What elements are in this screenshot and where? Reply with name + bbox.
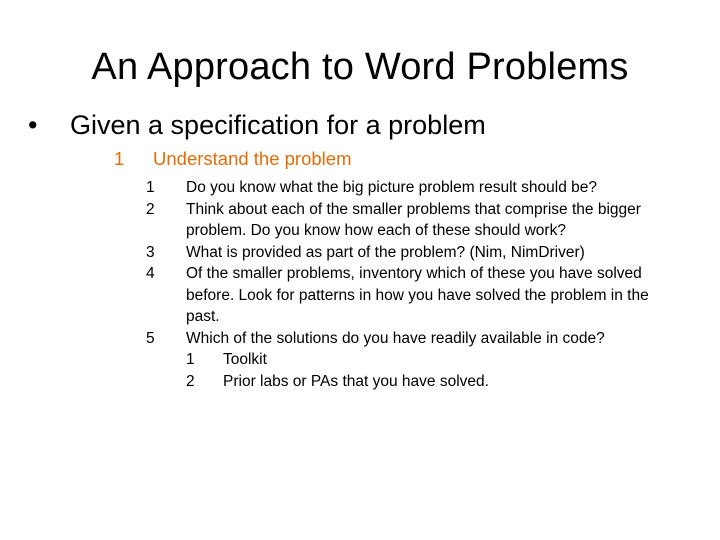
sub-step-text: Prior labs or PAs that you have solved. — [223, 372, 489, 390]
step-number: 3 — [146, 243, 155, 261]
bullet-marker: • — [28, 110, 38, 140]
sub-step-item — [186, 349, 686, 371]
step-text — [186, 328, 686, 393]
step-number: 4 — [146, 265, 155, 282]
step-item — [146, 263, 686, 328]
step-item — [146, 242, 686, 264]
section-number: 1 — [114, 148, 125, 169]
step-list — [146, 177, 686, 392]
step-item — [146, 328, 686, 393]
step-item — [146, 177, 686, 199]
step-text: What is provided as part of the problem? (Nim, NimDriver) — [186, 243, 585, 261]
step-text: Of the smaller problems, inventory which of these you have solved before. Look for patterns in how you have solved the problem in the past. — [186, 265, 649, 325]
sub-step-number: 1 — [186, 351, 195, 368]
sub-step-number: 2 — [186, 372, 195, 390]
step-number: 5 — [146, 329, 155, 347]
step-text: Do you know what the big picture problem result should be? — [186, 179, 597, 196]
step-number: 1 — [146, 179, 155, 196]
bullet-text: Given a specification for a problem — [70, 110, 486, 140]
section-text: Understand the problem — [153, 148, 352, 169]
step-item — [146, 199, 686, 242]
step-text: Think about each of the smaller problems that comprise the bigger problem. Do you know how each of these should work? — [186, 200, 641, 239]
sub-step-item — [186, 371, 686, 393]
slide-title: An Approach to Word Problems — [91, 46, 629, 88]
step-number: 2 — [146, 200, 155, 218]
sub-step-text: Toolkit — [223, 351, 267, 368]
section-heading — [114, 147, 351, 171]
top-bullet — [28, 108, 486, 142]
step-text-main: Which of the solutions do you have readily available in code? — [186, 329, 605, 347]
